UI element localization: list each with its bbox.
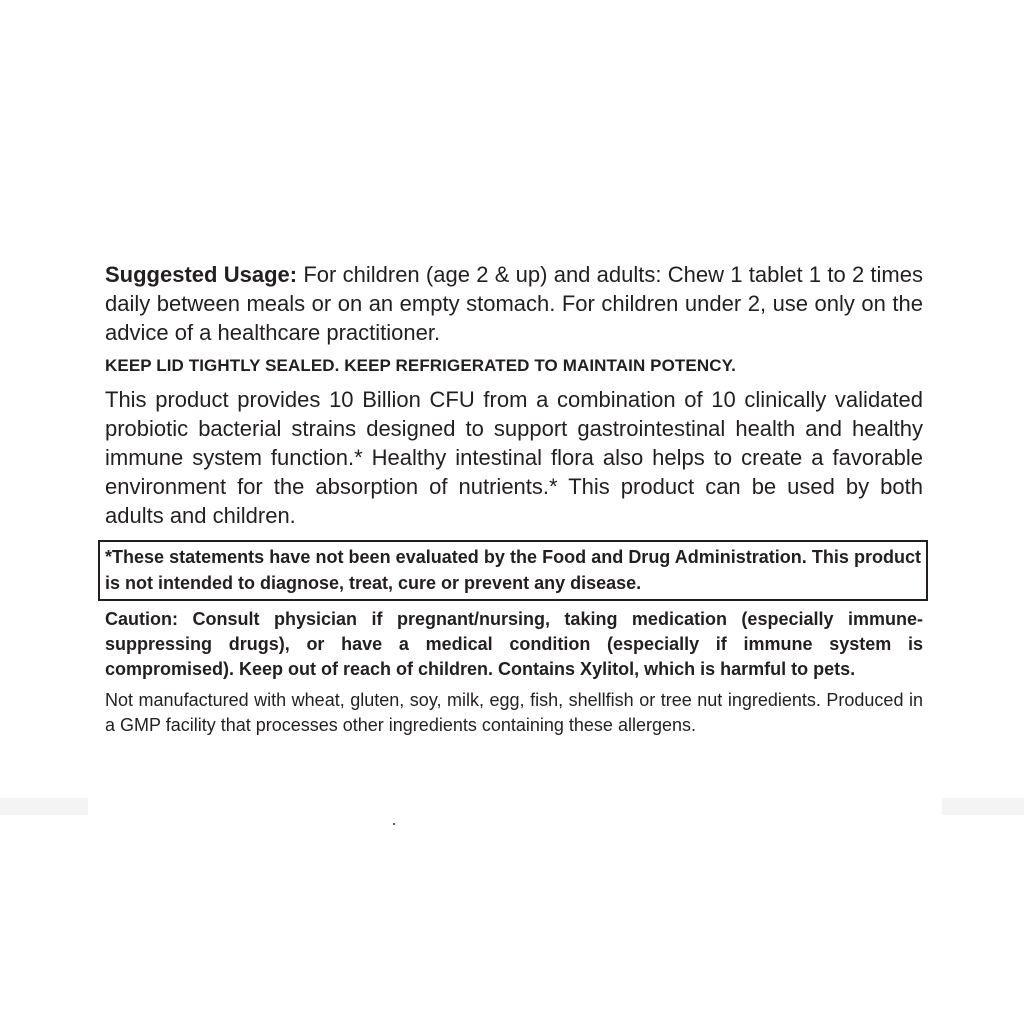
allergen-statement: Not manufactured with wheat, gluten, soy, milk, egg, fish, shellfish or tree nut ingredients. Produced in a GMP facility that processes other ingredients containing these allergens.	[105, 690, 923, 735]
suggested-usage-heading: Suggested Usage:	[105, 262, 298, 287]
label-text-block	[105, 260, 923, 738]
suggested-usage-text: For children (age 2 & up) and adults: Chew 1 tablet 1 to 2 times daily between meals or on an empty stomach. For children under 2, use only on the advice of a healthcare practitioner.	[105, 262, 923, 345]
background-band-left	[0, 798, 88, 815]
storage-warning: KEEP LID TIGHTLY SEALED. KEEP REFRIGERATED TO MAINTAIN POTENCY.	[105, 356, 736, 375]
fda-disclaimer-box	[98, 540, 928, 601]
background-band-right	[942, 798, 1024, 815]
caution-statement: Caution: Consult physician if pregnant/nursing, taking medication (especially immune-suppressing drugs), or have a medical condition (especially if immune system is compromised). Keep out of reach of children. Contains Xylitol, which is harmful to pets.	[105, 609, 923, 679]
suggested-usage-paragraph	[105, 260, 923, 347]
print-speck	[393, 823, 395, 825]
product-description: This product provides 10 Billion CFU from a combination of 10 clinically validated probiotic bacterial strains designed to support gastrointestinal health and healthy immune system function.* Healthy intestinal flora also helps to create a favorable environment for the absorption of nutrients.* This product can be used by both adults and children.	[105, 387, 923, 528]
fda-disclaimer: *These statements have not been evaluated by the Food and Drug Administration. This product is not intended to diagnose, treat, cure or prevent any disease.	[105, 547, 921, 593]
